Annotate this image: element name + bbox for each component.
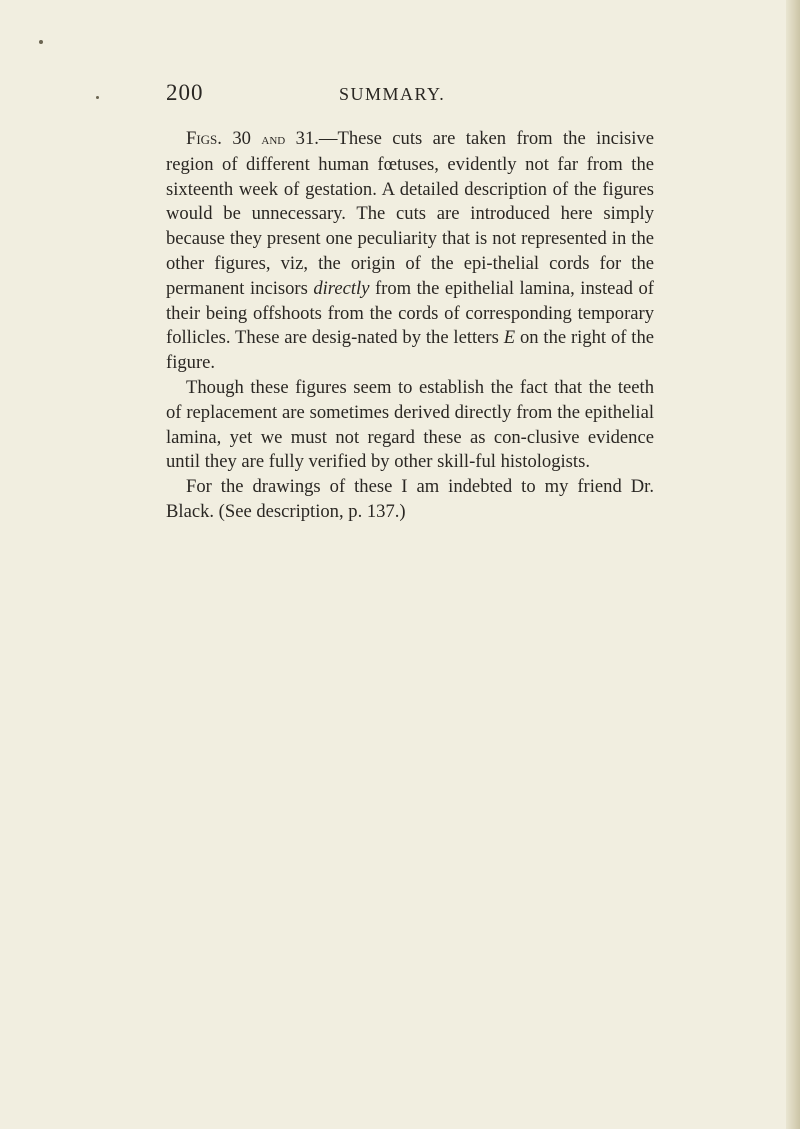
paragraph-replacement-teeth: Though these figures seem to establish the fact that the teeth of replacement are sometimes derived directly from the epithelial lamina, yet we must not regard these as con-clusive evidence until they are fully verified by other skill-ful histologists. bbox=[166, 376, 654, 473]
paragraph-text: on the right of the figure. bbox=[166, 327, 654, 374]
ink-speck bbox=[39, 40, 43, 44]
body-text bbox=[166, 127, 654, 525]
paragraph-acknowledgement: For the drawings of these I am indebted to my friend Dr. Black. (See description, p. 137.) bbox=[166, 476, 654, 522]
paragraph-text: from the epithelial lamina, instead of their being offshoots from the cords of corresponding temporary follicles. These are desig-nated by the letters bbox=[166, 277, 654, 349]
figs-label: Figs. bbox=[186, 128, 222, 149]
page-number: 200 bbox=[166, 80, 204, 105]
page-edge-shadow bbox=[786, 0, 800, 1129]
running-head: SUMMARY. bbox=[339, 84, 446, 104]
emphasis-directly: directly bbox=[313, 277, 370, 299]
paragraph-text: 31.—These cuts are taken from the incisive region of different human fœtuses, evidently not far from the sixteenth week of gestation. A detailed description of the figures would be unnecessary. The cuts are introduced here simply because they present one peculiarity that is not represented in the other figures, viz, the origin of the epi-thelial cords for the permanent incisors bbox=[166, 128, 654, 299]
figure-number: 30 bbox=[232, 128, 251, 149]
letter-e: E bbox=[503, 327, 516, 349]
page-header bbox=[166, 80, 636, 110]
figs-and: and bbox=[261, 131, 286, 148]
paragraph-figs-description bbox=[166, 127, 654, 376]
ink-speck bbox=[96, 96, 99, 99]
